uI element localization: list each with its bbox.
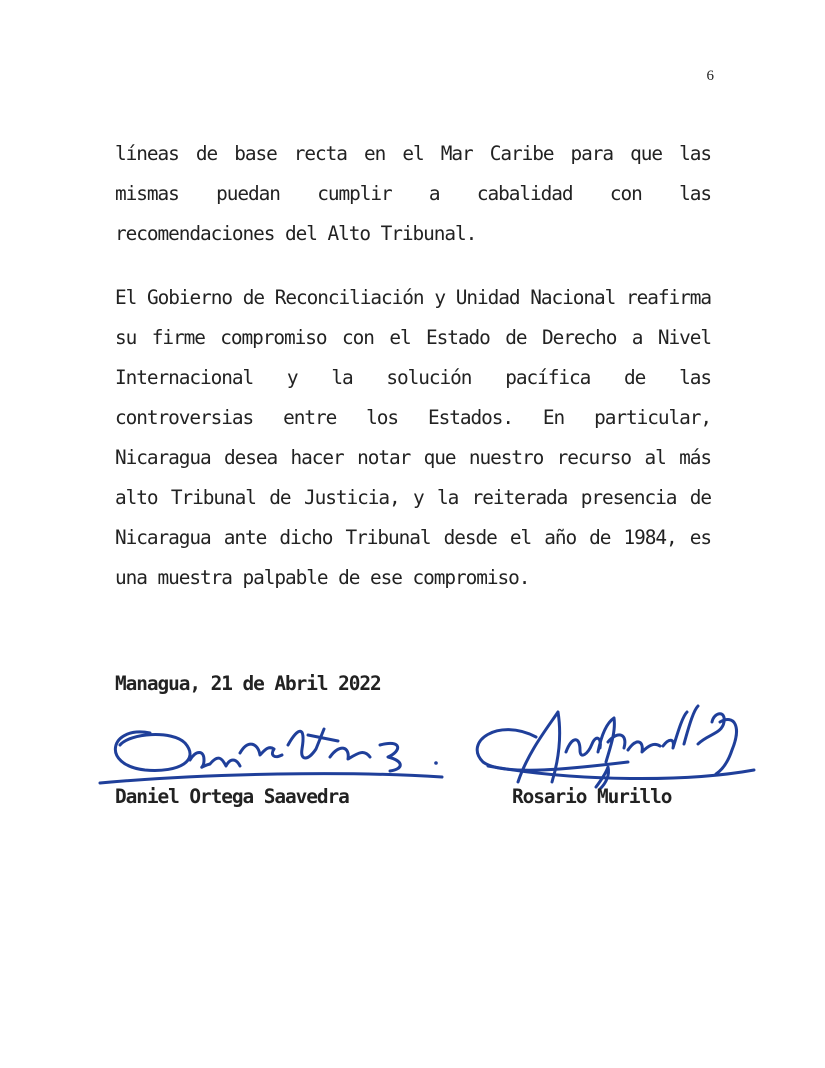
signature-ortega xyxy=(90,705,450,795)
signer-name-murillo: Rosario Murillo xyxy=(512,785,672,808)
place-date: Managua, 21 de Abril 2022 xyxy=(115,672,381,695)
body-paragraph-1: líneas de base recta en el Mar Caribe para que las mismas puedan cumplir a cabalidad con las recomendaciones del Alto Tribunal. xyxy=(115,142,711,245)
page-number: 6 xyxy=(706,68,714,84)
signer-name-ortega: Daniel Ortega Saavedra xyxy=(115,785,349,808)
body-paragraph-2: El Gobierno de Reconciliación y Unidad Nacional reafirma su firme compromiso con el Estado de Derecho a Nivel Internacional y la solución pacífica de las controversias entre los Estados. En particular, Nicaragua desea hacer notar que nuestro recurso al más alto Tribunal de Justicia, y la reiterada presencia de Nicaragua ante dicho Tribunal desde el año de 1984, es una muestra palpable de ese compromiso. xyxy=(115,286,711,589)
